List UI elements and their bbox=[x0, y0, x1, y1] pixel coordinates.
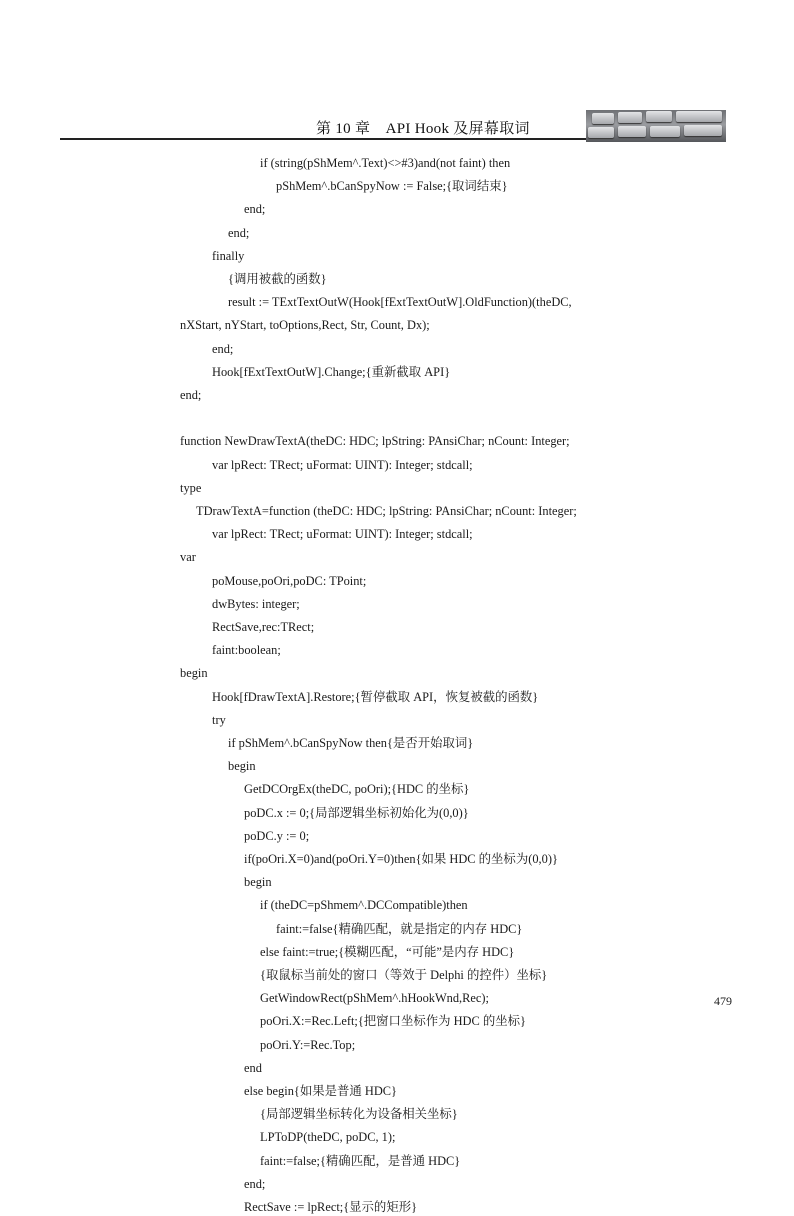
code-line: else begin{如果是普通 HDC} bbox=[244, 1084, 397, 1098]
code-line: GetWindowRect(pShMem^.hHookWnd,Rec); bbox=[260, 991, 489, 1006]
code-line: nXStart, nYStart, toOptions,Rect, Str, Count, Dx); bbox=[180, 318, 430, 333]
code-line: poOri.X:=Rec.Left;{把窗口坐标作为 HDC 的坐标} bbox=[260, 1014, 526, 1029]
code-line: {取鼠标当前处的窗口（等效于 Delphi 的控件）坐标} bbox=[260, 968, 548, 982]
code-line: poMouse,poOri,poDC: TPoint; bbox=[212, 573, 367, 588]
code-line: var lpRect: TRect; uFormat: UINT): Integer; stdcall; bbox=[212, 527, 473, 542]
code-line: else faint:=true;{模糊匹配，“可能”是内存 HDC} bbox=[260, 944, 515, 959]
code-line: if(poOri.X=0)and(poOri.Y=0)then{如果 HDC 的坐标为(0,0)} bbox=[244, 852, 558, 866]
code-line: poOri.Y:=Rec.Top; bbox=[260, 1037, 356, 1052]
code-line: end; bbox=[244, 1176, 266, 1191]
code-line: RectSave,rec:TRect; bbox=[212, 620, 315, 634]
code-line: var bbox=[180, 550, 196, 565]
code-line: if (string(pShMem^.Text)<>#3)and(not faint) then bbox=[260, 156, 511, 170]
code-line: type bbox=[180, 480, 202, 495]
code-line: function NewDrawTextA(theDC: HDC; lpString: PAnsiChar; nCount: Integer; bbox=[180, 434, 570, 449]
code-line: end; bbox=[244, 202, 266, 217]
code-line: var lpRect: TRect; uFormat: UINT): Integer; stdcall; bbox=[212, 457, 473, 472]
code-line: begin bbox=[244, 875, 272, 890]
header-rule bbox=[60, 138, 590, 140]
code-line: try bbox=[212, 712, 226, 727]
code-line: if pShMem^.bCanSpyNow then{是否开始取词} bbox=[228, 736, 474, 750]
code-line: end; bbox=[228, 225, 250, 240]
code-line: faint:boolean; bbox=[212, 643, 281, 658]
code-line: faint:=false{精确匹配，就是指定的内存 HDC} bbox=[276, 921, 523, 936]
keyboard-decoration-image bbox=[586, 110, 726, 142]
page-header bbox=[0, 110, 794, 144]
code-line: if (theDC=pShmem^.DCCompatible)then bbox=[260, 898, 468, 913]
chapter-title: 第 10 章 API Hook 及屏幕取词 bbox=[316, 121, 530, 137]
code-line: TDrawTextA=function (theDC: HDC; lpString: PAnsiChar; nCount: Integer; bbox=[196, 504, 577, 518]
code-line: poDC.y := 0; bbox=[244, 828, 310, 843]
code-line: {局部逻辑坐标转化为设备相关坐标} bbox=[260, 1107, 458, 1122]
code-line: LPToDP(theDC, poDC, 1); bbox=[260, 1130, 396, 1145]
code-line: Hook[fExtTextOutW].Change;{重新截取 API} bbox=[212, 364, 451, 379]
code-line: GetDCOrgEx(theDC, poOri);{HDC 的坐标} bbox=[244, 782, 470, 797]
code-line: poDC.x := 0;{局部逻辑坐标初始化为(0,0)} bbox=[244, 805, 469, 820]
code-line: faint:=false;{精确匹配，是普通 HDC} bbox=[260, 1153, 461, 1168]
page-number: 479 bbox=[714, 994, 732, 1008]
code-line: begin bbox=[180, 666, 208, 681]
code-line: dwBytes: integer; bbox=[212, 596, 300, 611]
code-line: end; bbox=[180, 388, 202, 402]
code-line: RectSave := lpRect;{显示的矩形} bbox=[244, 1200, 418, 1214]
code-line: result := TExtTextOutW(Hook[fExtTextOutW].OldFunction)(theDC, bbox=[228, 295, 572, 310]
code-line: finally bbox=[212, 248, 245, 263]
code-line: {调用被截的函数} bbox=[228, 272, 327, 286]
code-line: end bbox=[244, 1060, 262, 1075]
code-line: pShMem^.bCanSpyNow := False;{取词结束} bbox=[276, 179, 508, 194]
code-line: end; bbox=[212, 341, 234, 356]
code-line: begin bbox=[228, 759, 256, 774]
code-line: Hook[fDrawTextA].Restore;{暂停截取 API，恢复被截的函数} bbox=[212, 689, 539, 704]
